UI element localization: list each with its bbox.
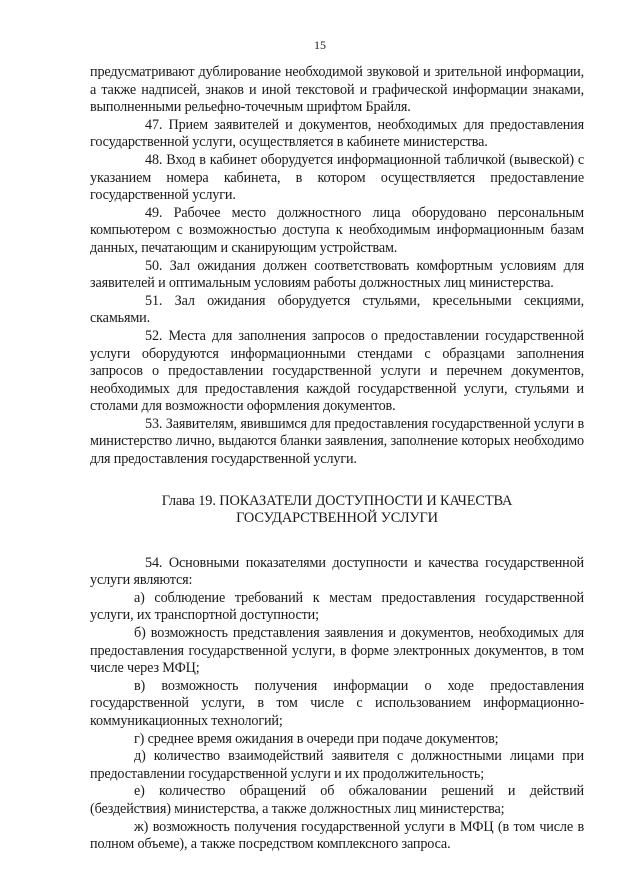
subitem-g: г) среднее время ожидания в очереди при подаче документов; [134,730,499,747]
paragraph-54: 54. Основными показателями доступности и качества государственной услуги являются: [90,554,584,589]
paragraph-49: 49. Рабочее место должностного лица оборудовано персональным компьютером с возможностью доступа к необходимым информационным базам данных, печатающим и сканирующим устройствам. [90,204,584,256]
page-number: 15 [314,38,326,52]
intro-paragraph: предусматривают дублирование необходимой звуковой и зрительной информации, а также надписей, знаков и иной текстовой и графической информации знаками, выполненными рельефно-точечным шрифтом Брайля. [90,64,584,116]
chapter-heading-line-2: ГОСУДАРСТВЕННОЙ УСЛУГИ [236,509,438,526]
subitem-b: б) возможность представления заявления и документов, необходимых для предоставления государственной услуги, в форме электронных документов, в том числе через МФЦ; [90,625,584,677]
subitem-a: а) соблюдение требований к местам предоставления государственной услуги, их транспортной доступности; [90,589,584,624]
subitem-v: в) возможность получения информации о ходе предоставления государственной услуги, в том числе с использованием информационно-коммуникационных технологий; [90,677,584,729]
paragraph-47: 47. Прием заявителей и документов, необходимых для предоставления государственной услуги, осуществляется в кабинете министерства. [90,116,584,151]
paragraph-50: 50. Зал ожидания должен соответствовать комфортным условиям для заявителей и оптимальным условиям работы должностных лиц министерства. [90,257,584,292]
chapter-heading [90,493,584,527]
subitem-d: д) количество взаимодействий заявителя с должностными лицами при предоставлении государственной услуги и их продолжительность; [90,748,584,782]
chapter-heading-line-1: Глава 19. ПОКАЗАТЕЛИ ДОСТУПНОСТИ И КАЧЕСТВА [161,492,513,509]
paragraph-48: 48. Вход в кабинет оборудуется информационной табличкой (вывеской) с указанием номера кабинета, в котором осуществляется предоставление государственной услуги. [90,151,584,204]
subitem-e: е) количество обращений об обжаловании решений и действий (бездействия) министерства, а также должностных лиц министерства; [90,783,584,817]
paragraph-51: 51. Зал ожидания оборудуется стульями, кресельными секциями, скамьями. [90,292,584,327]
subitem-zh: ж) возможность получения государственной услуги в МФЦ (в том числе в полном объеме), а также посредством комплексного запроса. [90,818,584,853]
paragraph-53: 53. Заявителям, явившимся для предоставления государственной услуги в министерство лично, выдаются бланки заявления, заполнение которых необходимо для предоставления государственной услуги. [90,415,584,468]
paragraph-52: 52. Места для заполнения запросов о предоставлении государственной услуги оборудуются информационными стендами с образцами заполнения запросов о предоставлении государственной услуги и перечнем документов, необходимых для предоставления каждой государственной услуги, стульями и столами для возможности оформления документов. [90,327,584,415]
document-body [90,64,584,854]
